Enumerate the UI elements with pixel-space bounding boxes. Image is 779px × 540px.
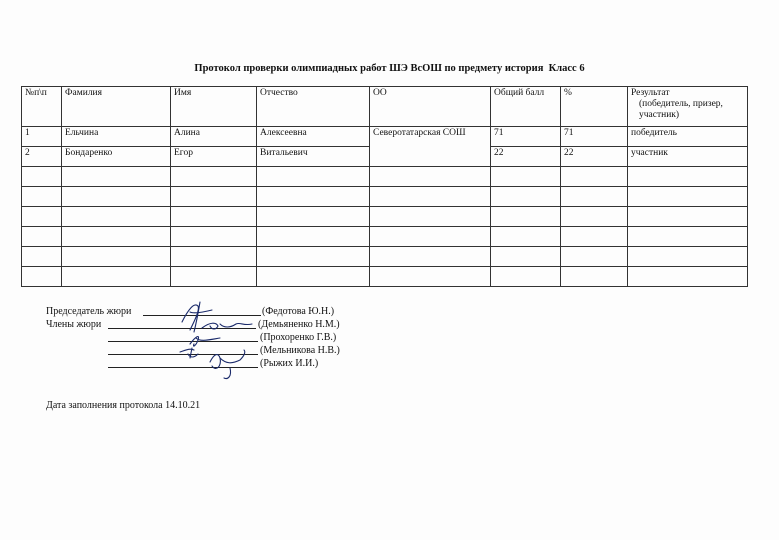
header-number: №п\п — [22, 87, 62, 127]
jury-name: (Рыжих И.И.) — [260, 358, 319, 369]
table-header-row — [22, 87, 748, 127]
header-patronymic: Отчество — [257, 87, 370, 127]
header-result-options: (победитель, призер, участник) — [639, 99, 723, 120]
cell-surname: Ельчина — [62, 127, 171, 147]
cell-name: Алина — [171, 127, 257, 147]
jury-name: (Федотова Ю.Н.) — [262, 306, 335, 317]
empty-table-row — [22, 187, 748, 207]
results-table — [21, 86, 748, 287]
empty-table-row — [22, 247, 748, 267]
jury-members-label: Члены жюри — [46, 319, 102, 330]
cell-percent: 22 — [561, 147, 628, 167]
empty-table-row — [22, 227, 748, 247]
cell-patronymic: Витальевич — [257, 147, 370, 167]
empty-table-row — [22, 267, 748, 287]
protocol-title: Протокол проверки олимпиадных работ ШЭ ВсОШ по предмету история Класс 6 — [194, 63, 585, 74]
jury-name: (Прохоренко Г.В.) — [260, 332, 337, 343]
cell-school: Северотатарская СОШ — [370, 127, 491, 167]
cell-percent: 71 — [561, 127, 628, 147]
header-name: Имя — [171, 87, 257, 127]
signature-mark — [180, 348, 198, 358]
signature-mark — [210, 350, 245, 379]
jury-chair-label: Председатель жюри — [46, 306, 132, 317]
cell-number: 1 — [22, 127, 62, 147]
header-school: ОО — [370, 87, 491, 127]
jury-name: (Демьяненко Н.М.) — [258, 319, 340, 330]
cell-surname: Бондаренко — [62, 147, 171, 167]
cell-result: участник — [628, 147, 748, 167]
empty-table-row — [22, 167, 748, 187]
header-result-label: Результат — [631, 88, 670, 98]
handwritten-signatures — [160, 292, 270, 382]
empty-table-row — [22, 207, 748, 227]
cell-patronymic: Алексеевна — [257, 127, 370, 147]
header-total-score: Общий балл — [491, 87, 561, 127]
jury-member-line — [46, 318, 340, 331]
jury-member-line — [46, 344, 340, 357]
jury-name: (Мельникова Н.В.) — [260, 345, 340, 356]
header-percent: % — [561, 87, 628, 127]
cell-name: Егор — [171, 147, 257, 167]
header-result — [628, 87, 748, 127]
cell-number: 2 — [22, 147, 62, 167]
jury-signatures — [46, 305, 340, 370]
table-row — [22, 127, 748, 147]
cell-result: победитель — [628, 127, 748, 147]
signature-mark — [182, 302, 212, 332]
cell-total-score: 71 — [491, 127, 561, 147]
signature-mark — [202, 323, 252, 329]
header-surname: Фамилия — [62, 87, 171, 127]
cell-total-score: 22 — [491, 147, 561, 167]
jury-chair-line — [46, 305, 335, 318]
signature-mark — [190, 337, 220, 347]
jury-member-line — [46, 357, 319, 370]
fill-date: Дата заполнения протокола 14.10.21 — [46, 400, 201, 411]
jury-member-line — [46, 331, 337, 344]
